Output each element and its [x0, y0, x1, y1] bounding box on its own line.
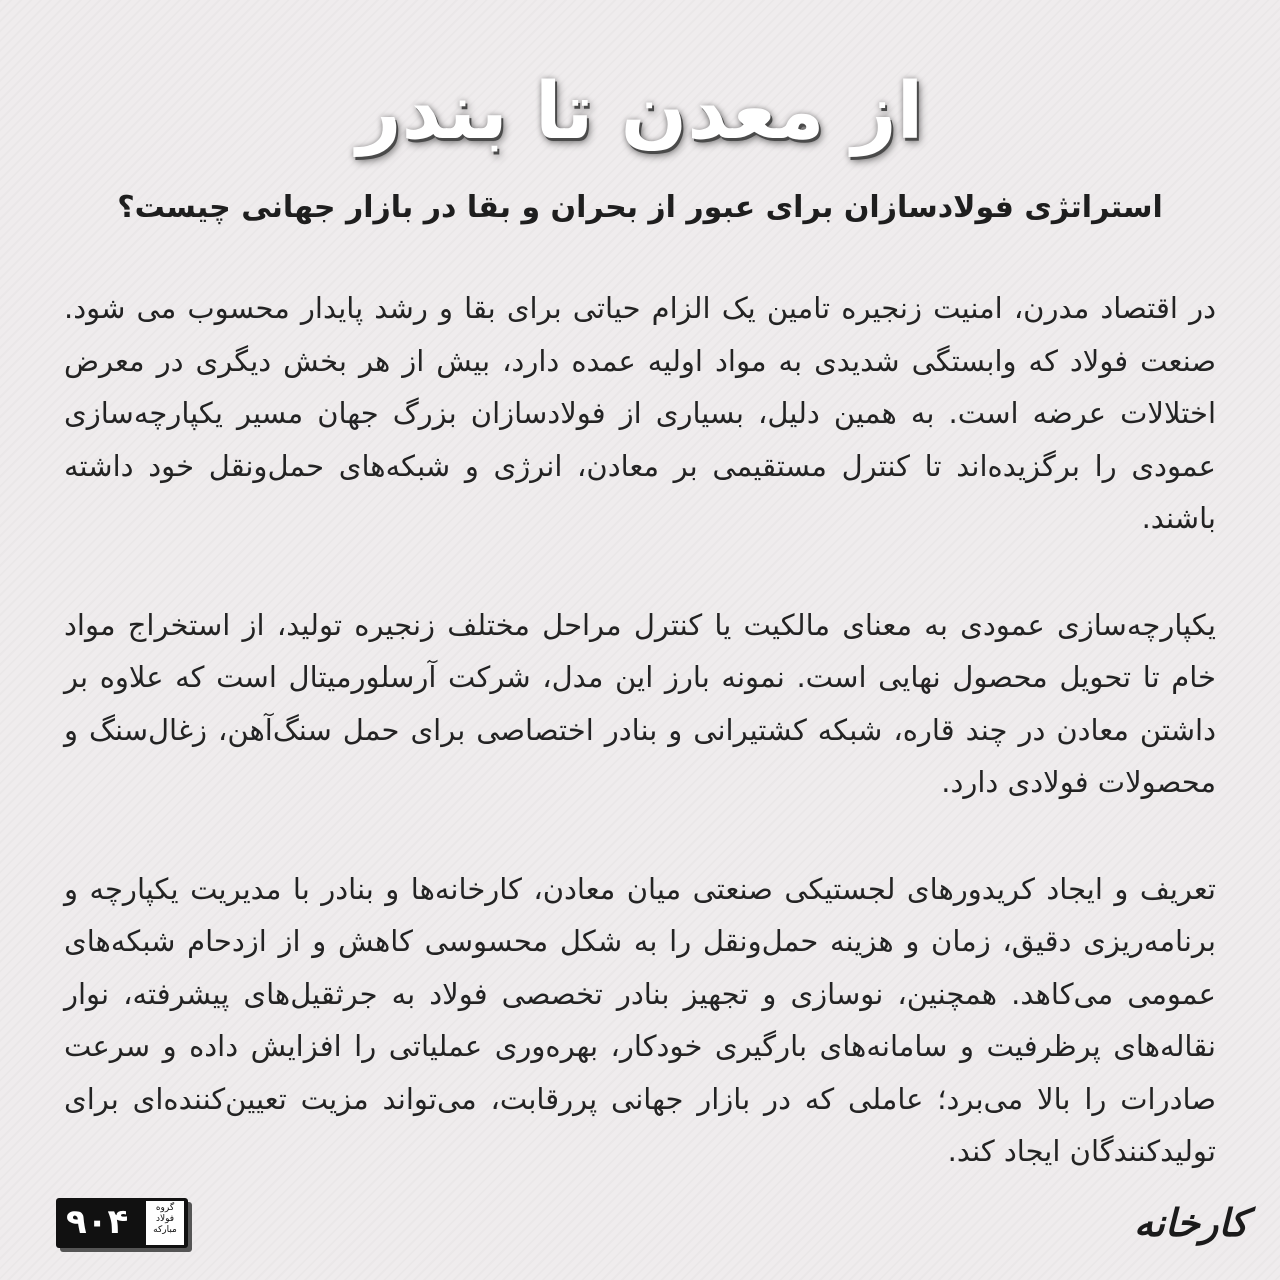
brand-logo-left [56, 1198, 188, 1248]
brand-logo-tag: گروه فولاد مبارکه [146, 1201, 184, 1245]
brand-logo-right: کارخانه [1133, 1201, 1248, 1245]
page-subtitle: استراتژی فولادسازان برای عبور از بحران و بقا در بازار جهانی چیست؟ [117, 190, 1163, 225]
article-body [64, 282, 1216, 1232]
article-paragraph-2: یکپارچه‌سازی عمودی به معنای مالکیت یا کنترل مراحل مختلف زنجیره تولید، از استخراج مواد خام تا تحویل محصول نهایی است. نمونه بارز این مدل، شرکت آرسلورمیتال است که علاوه بر داشتن معادن در چند قاره، شبکه کشتیرانی و بنادر اختصاصی برای حمل سنگ‌آهن، زغال‌سنگ و محصولات فولادی دارد. [64, 607, 1216, 799]
article-paragraph-1: در اقتصاد مدرن، امنیت زنجیره تامین یک الزام حیاتی برای بقا و رشد پایدار محسوب می شود. صنعت فولاد که وابستگی شدیدی به مواد اولیه عمده دارد، بیش از هر بخش دیگری در معرض اختلالات عرضه است. به همین دلیل، بسیاری از فولادسازان بزرگ جهان مسیر یکپارچه‌سازی عمودی را برگزیده‌اند تا کنترل مستقیمی بر معادن، انرژی و شبکه‌های حمل‌ونقل خود داشته باشند. [64, 291, 1216, 535]
page-title: از معدن تا بندر [356, 67, 924, 157]
article-paragraph-3: تعریف و ایجاد کریدورهای لجستیکی صنعتی میان معادن، کارخانه‌ها و بنادر با مدیریت یکپارچه و برنامه‌ریزی دقیق، زمان و هزینه حمل‌ونقل را به شکل محسوسی کاهش و از ازدحام شبکه‌های عمومی می‌کاهد. همچنین، نوسازی و تجهیز بنادر تخصصی فولاد به جرثقیل‌های پیشرفته، نوار نقاله‌های پرظرفیت و سامانه‌های بارگیری خودکار، بهره‌وری عملیاتی را افزایش داده و سرعت صادرات را بالا می‌برد؛ عاملی که در بازار جهانی پررقابت، می‌تواند مزیت تعیین‌کننده‌ای برای تولیدکنندگان ایجاد کند. [64, 871, 1216, 1168]
brand-logo-number: ۹۰۴ [66, 1202, 129, 1242]
